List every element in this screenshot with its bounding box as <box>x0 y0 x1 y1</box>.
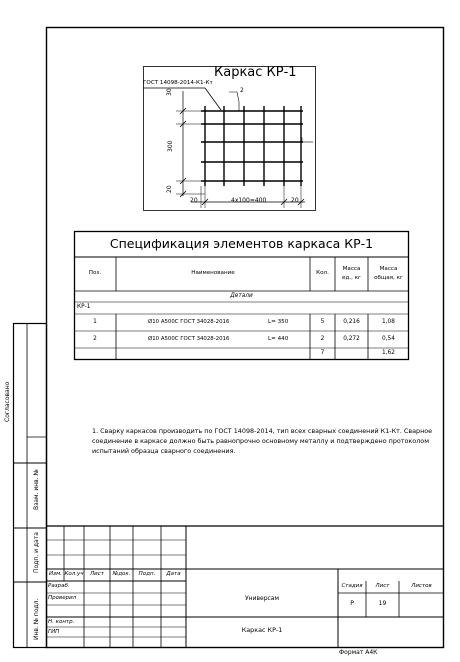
stamp-nkontr: Н. контр. <box>48 619 75 625</box>
stamp-header-data: Дата <box>166 571 181 577</box>
stamp-stage-header: Стадия <box>341 583 363 589</box>
stamp-header-ndok: №док. <box>112 571 131 577</box>
dim-left: 20 <box>190 197 198 204</box>
spec-header-mass-unit: Масса ед., кг <box>342 266 361 281</box>
dim-middle: 300 <box>167 140 174 152</box>
stamp-stage-value: Р <box>350 600 354 607</box>
side-sign-date: Подп. и дата <box>33 532 40 573</box>
stamp-razrab: Разраб. <box>48 583 70 589</box>
spec-row-2-mass-total: 0,54 <box>382 336 395 342</box>
stamp-gip: ГИП <box>48 629 60 635</box>
spec-row-1-mass-total: 1,08 <box>382 319 395 325</box>
spec-section-details: Детали <box>230 293 253 299</box>
spec-row-2-qty: 2 <box>320 336 325 342</box>
stamp-header-izm: Изм. <box>49 571 62 577</box>
spec-total-qty: 7 <box>320 350 325 356</box>
spec-title: Спецификация элементов каркаса КР-1 <box>109 236 374 251</box>
spec-row-2-length: L= 440 <box>268 336 289 342</box>
spec-header-mass-total: Масса общая, кг <box>374 266 403 281</box>
spec-group: КР-1 <box>77 304 91 310</box>
position-2-label: 2 <box>240 87 244 94</box>
stamp-sheet-title: Каркас КР-1 <box>241 626 283 634</box>
side-inv-original: Инв. № подл. <box>33 598 40 640</box>
stamp-listov-header: Листов <box>411 583 432 589</box>
side-inv-replace: Взам. инв. № <box>33 469 40 510</box>
stamp-object: Универсам <box>244 595 280 602</box>
standard-label: ГОСТ 14098-2014-К1-Кт <box>143 80 213 86</box>
stamp-proveril: Проверил <box>48 595 77 601</box>
dim-top: 30 <box>166 88 173 96</box>
stamp-header-list: Лист <box>90 571 104 577</box>
side-agreed: Согласовано <box>4 381 11 422</box>
general-note: 1. Сварку каркасов производить по ГОСТ 14098-2014, тип всех сварных соединений К1-Кт. Сварное соединение в каркасе должно быть равнопрочно основному металлу и подтверждено протоколом испытаний образца сварного соединения. <box>92 427 433 455</box>
spec-total-mass: 1,62 <box>382 350 395 356</box>
spec-row-2-pos: 2 <box>93 336 97 342</box>
format-label: Формат А4К <box>339 649 378 656</box>
spec-row-2-name: Ø10 А500С ГОСТ 34028-2016 <box>148 336 230 342</box>
spec-row-1-pos: 1 <box>93 319 97 325</box>
spec-row-2-mass-unit: 0,272 <box>343 336 360 342</box>
spec-row-1-length: L= 350 <box>268 319 289 325</box>
stamp-list-header: Лист <box>375 583 390 589</box>
dim-span: 4х100=400 <box>231 197 267 204</box>
spec-row-1-name: Ø10 А500С ГОСТ 34028-2016 <box>148 319 230 325</box>
spec-header-qty: Кол. <box>316 270 329 276</box>
stamp-list-value: 19 <box>378 600 387 607</box>
spec-row-1-qty: 5 <box>320 319 325 325</box>
position-1-label: 1 <box>300 137 304 144</box>
dim-bottom: 20 <box>166 185 173 193</box>
spec-row-1-mass-unit: 0,216 <box>343 319 360 325</box>
drawing-title: Каркас КР-1 <box>214 65 297 80</box>
spec-header-pos: Поз. <box>88 270 102 276</box>
spec-header-name: Наименование <box>191 270 235 276</box>
dim-right: 20 <box>291 197 299 204</box>
stamp-header-podp: Подп. <box>138 571 156 577</box>
stamp-header-koluch: Кол.уч <box>64 571 84 577</box>
